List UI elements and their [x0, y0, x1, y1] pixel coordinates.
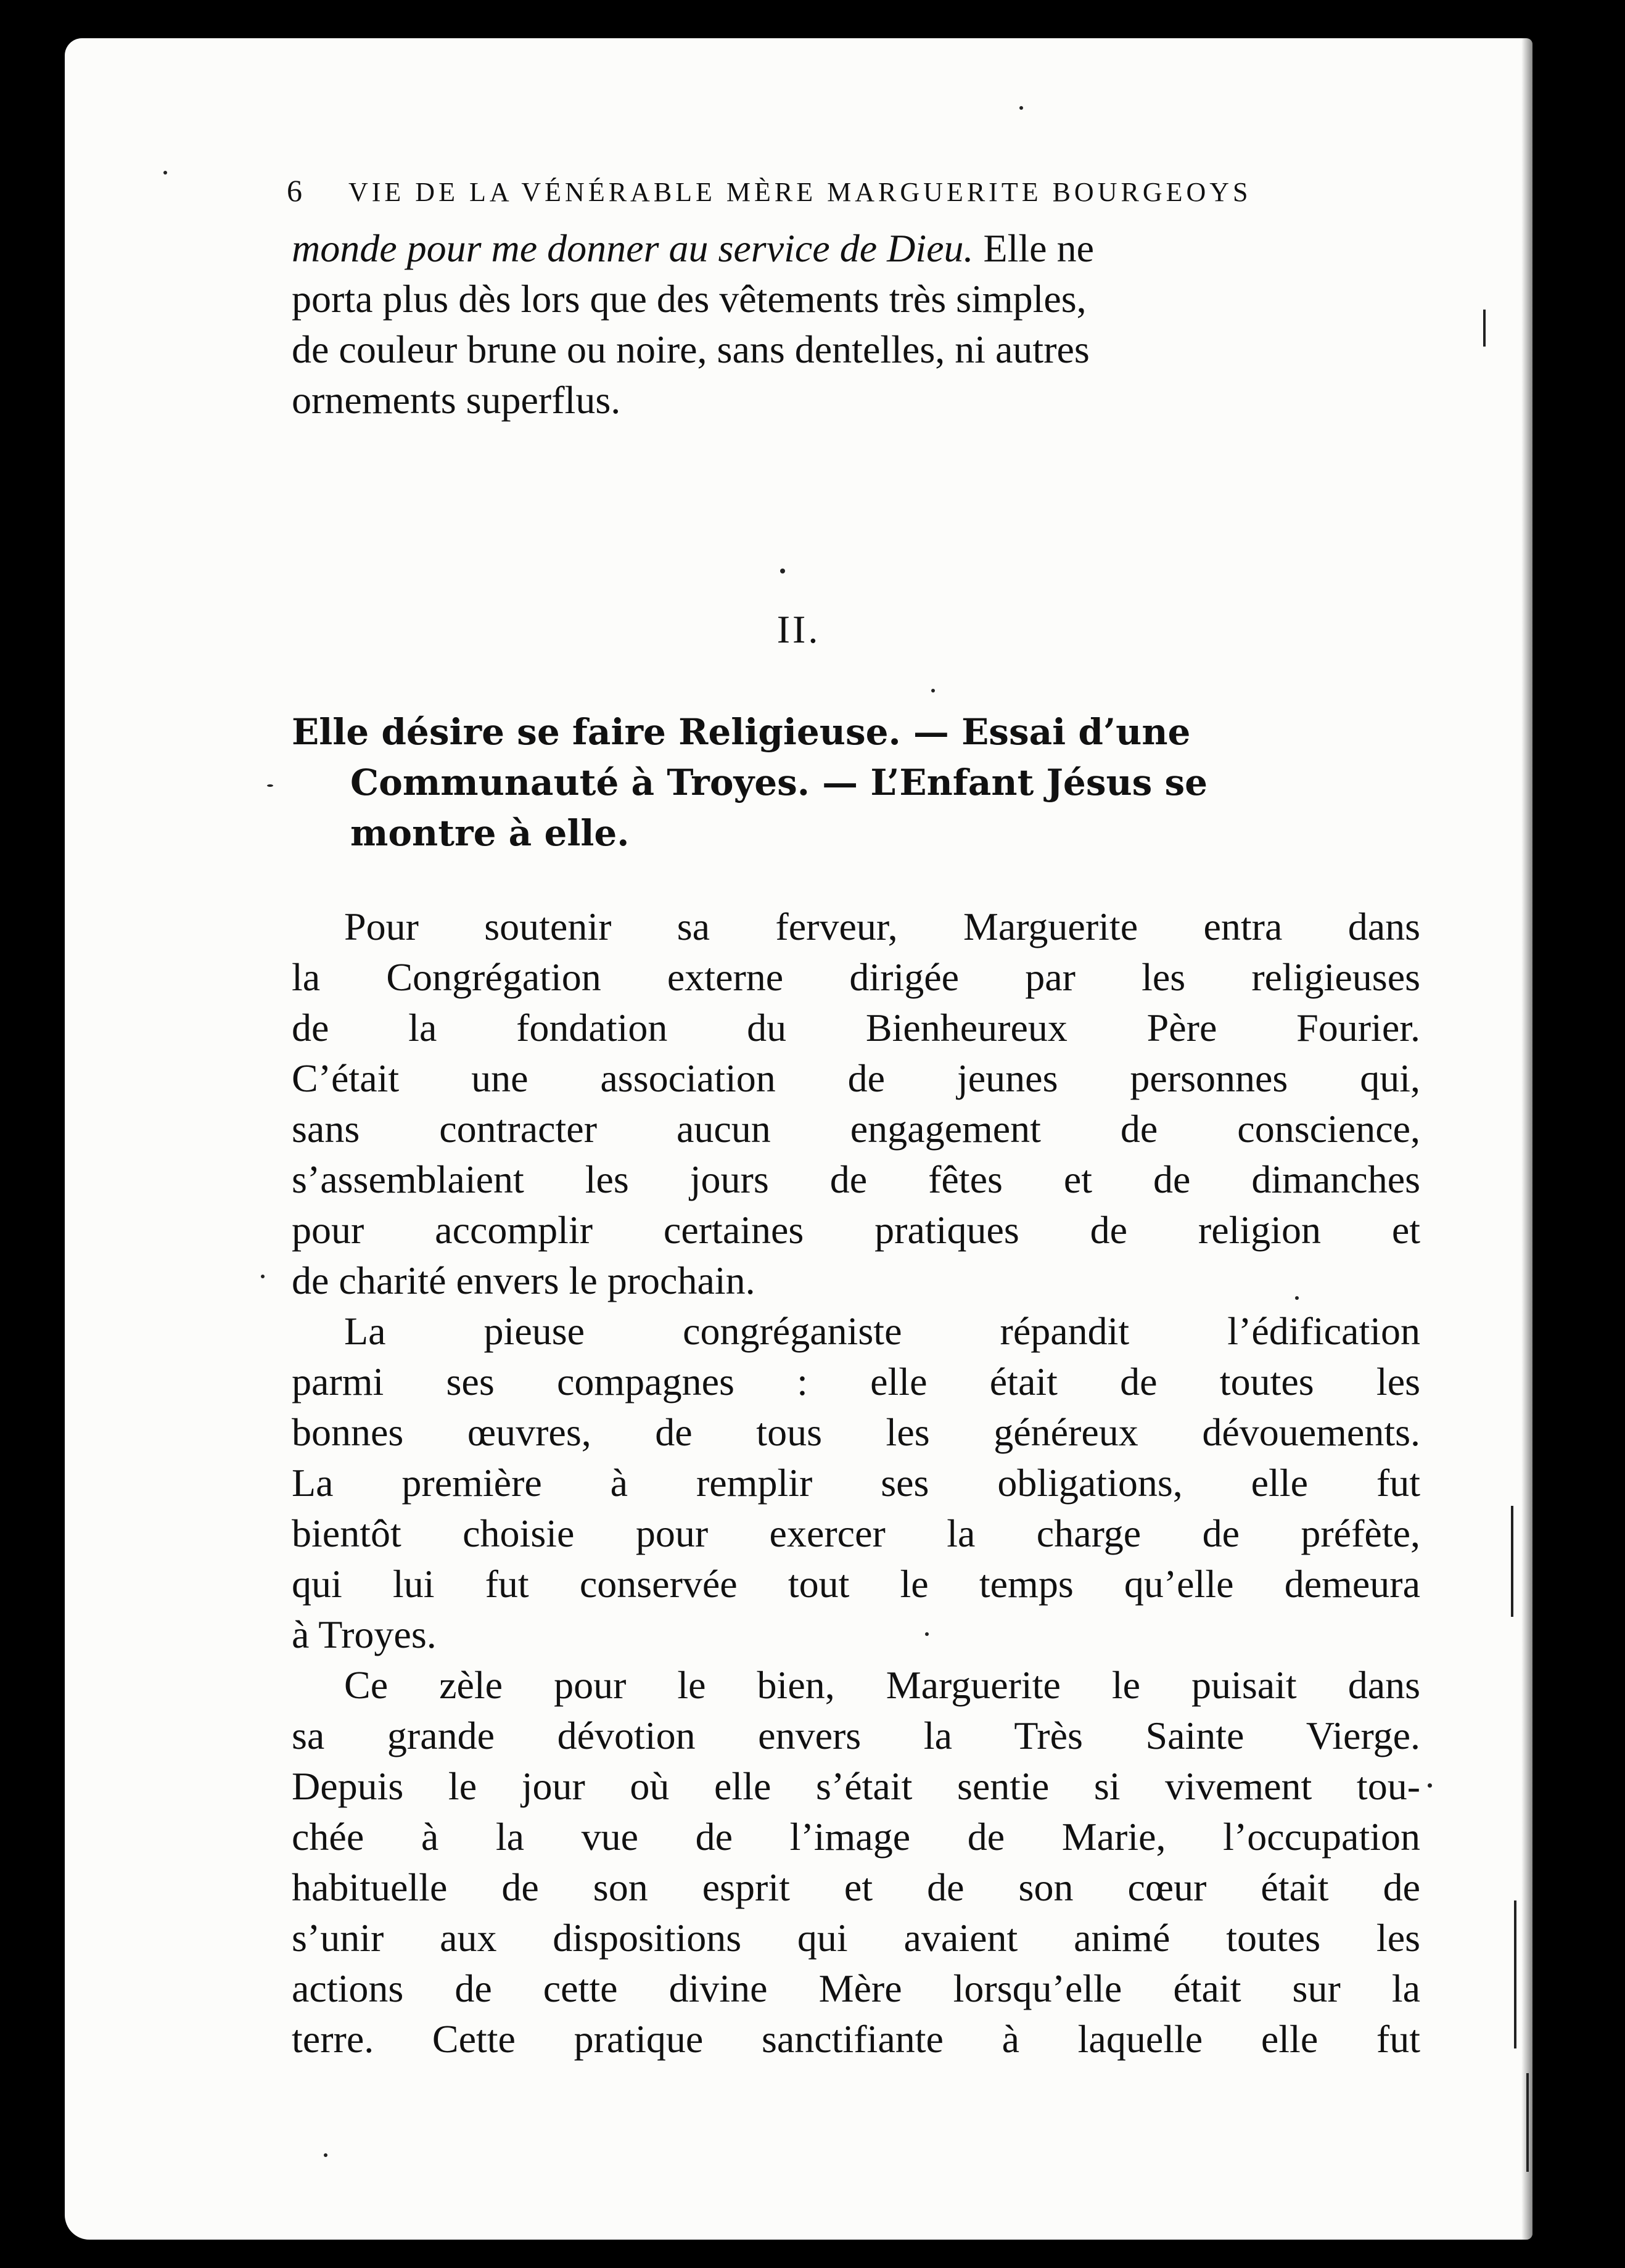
page-binding-shadow [1521, 38, 1532, 2240]
gutter-mark [1514, 1900, 1516, 2048]
body-line: La pieuse congréganiste répandit l’édification [344, 1309, 1420, 1353]
scan-speck [163, 171, 167, 175]
opening-line-2: porta plus dès lors que des vêtements très simples, [292, 277, 1087, 321]
gutter-mark [1483, 310, 1486, 347]
body-line: habituelle de son esprit et de son cœur était de [292, 1865, 1420, 1909]
body-line: Ce zèle pour le bien, Marguerite le puisait dans [344, 1663, 1420, 1707]
running-title: VIE DE LA VÉNÉRABLE MÈRE MARGUERITE BOURGEOYS [348, 177, 1252, 207]
page-number: 6 [287, 173, 302, 208]
summary-line-2: Communauté à Troyes. — L’Enfant Jésus se [350, 762, 1208, 803]
gutter-mark [1526, 2073, 1529, 2172]
scan-speck [1428, 1783, 1432, 1788]
body-line: la Congrégation externe dirigée par les religieuses [292, 955, 1420, 999]
body-line: bonnes œuvres, de tous les généreux dévouements. [292, 1410, 1420, 1454]
opening-line-3: de couleur brune ou noire, sans dentelles, ni autres [292, 327, 1090, 371]
running-header [287, 173, 1347, 208]
body-line: sans contracter aucun engagement de conscience, [292, 1107, 1420, 1151]
body-line: chée à la vue de l’image de Marie, l’occupation [292, 1815, 1420, 1859]
body-line: parmi ses compagnes : elle était de toutes les [292, 1360, 1420, 1403]
body-line: de charité envers le prochain. [292, 1259, 755, 1302]
body-line: s’assemblaient les jours de fêtes et de dimanches [292, 1157, 1420, 1201]
scan-speck [324, 2153, 327, 2157]
opening-line-1 [292, 223, 1420, 274]
body-line: qui lui fut conservée tout le temps qu’elle demeura [292, 1562, 1420, 1606]
body-line: de la fondation du Bienheureux Père Fourier. [292, 1006, 1420, 1050]
section-number: II. [776, 607, 821, 651]
gutter-mark [1511, 1506, 1513, 1617]
chapter-summary [292, 707, 1420, 858]
book-page [65, 38, 1532, 2240]
scan-speck [261, 1275, 265, 1278]
body-line: Depuis le jour où elle s’était sentie si vivement tou- [292, 1764, 1420, 1808]
body-line: C’était une association de jeunes personnes qui, [292, 1056, 1420, 1100]
body-line: Pour soutenir sa ferveur, Marguerite entra dans [344, 905, 1420, 948]
main-text [292, 902, 1420, 2065]
body-line: bientôt choisie pour exercer la charge de préfète, [292, 1511, 1420, 1555]
body-line: s’unir aux dispositions qui avaient animé toutes les [292, 1916, 1420, 1960]
scan-speck [925, 1632, 929, 1636]
opening-paragraph [292, 223, 1420, 425]
body-line: à Troyes. [292, 1613, 437, 1656]
body-line: pour accomplir certaines pratiques de religion et [292, 1208, 1420, 1252]
summary-line-3: montre à elle. [350, 812, 630, 854]
scan-speck [267, 784, 273, 787]
scan-speck [1295, 1296, 1299, 1300]
body-line: terre. Cette pratique sanctifiante à laquelle elle fut [292, 2017, 1420, 2061]
scan-speck [1019, 106, 1023, 110]
opening-line-1-rest: Elle ne [973, 226, 1094, 270]
body-line: sa grande dévotion envers la Très Sainte Vierge. [292, 1714, 1420, 1757]
body-line: La première à remplir ses obligations, elle fut [292, 1461, 1420, 1505]
opening-line-1-italic: monde pour me donner au service de Dieu. [292, 226, 974, 270]
scan-speck [780, 569, 785, 573]
scan-speck [931, 689, 935, 692]
summary-line-1: Elle désire se faire Religieuse. — Essai d’une [292, 711, 1191, 753]
body-line: actions de cette divine Mère lorsqu’elle était sur la [292, 1966, 1420, 2010]
opening-line-4: ornements superflus. [292, 378, 621, 422]
